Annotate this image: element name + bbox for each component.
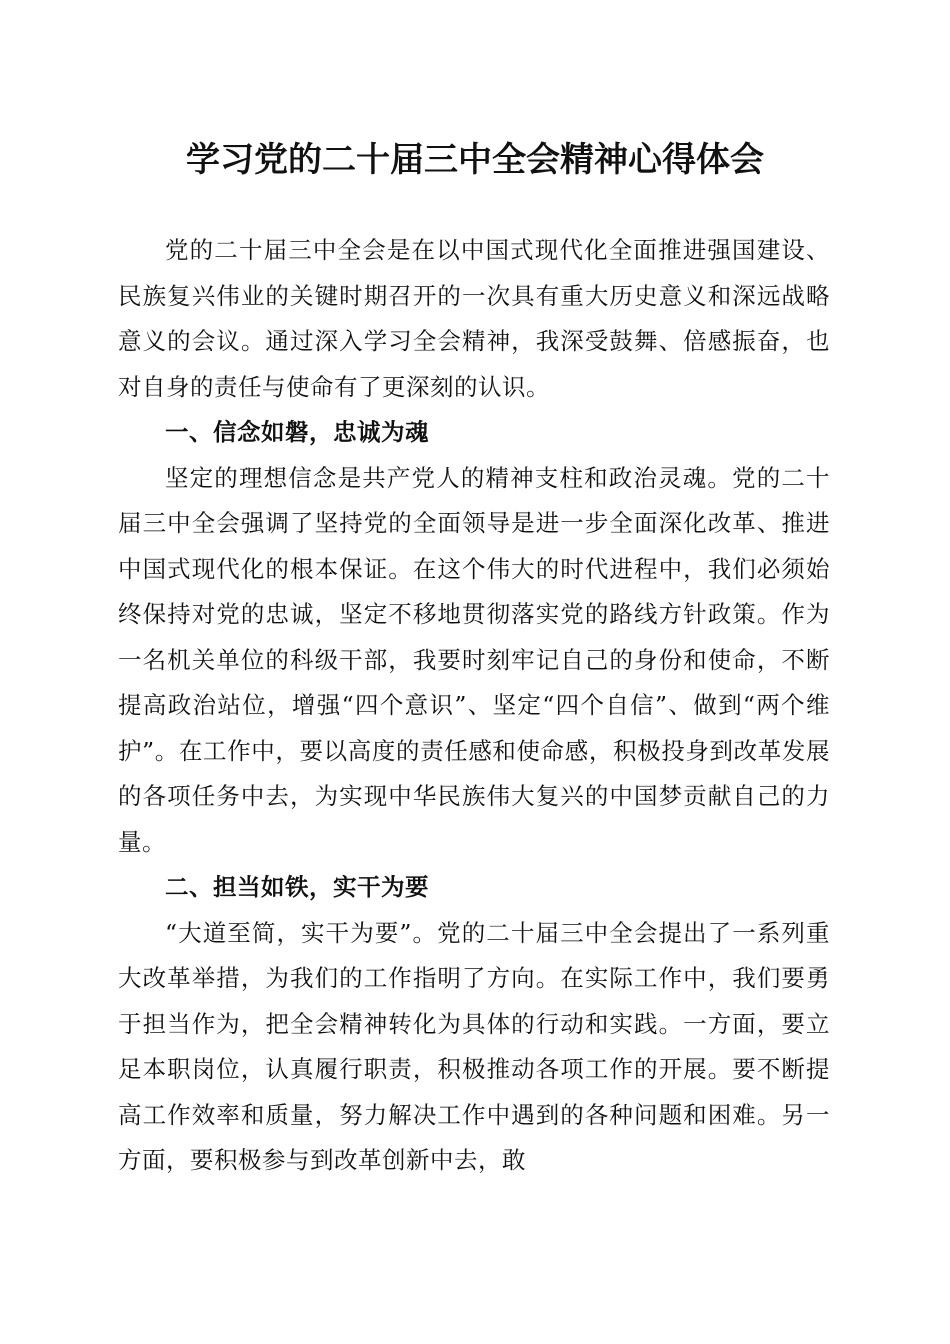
section-heading-1: 一、信念如磐，忠诚为魂	[165, 418, 429, 446]
section-paragraph-1: 坚定的理想信念是共产党人的精神支柱和政治灵魂。党的二十届三中全会强调了坚持党的全面领导是进一步全面深化改革、推进中国式现代化的根本保证。在这个伟大的时代进程中，我们必须始终保持对党的忠诚，坚定不移地贯彻落实党的路线方针政策。作为一名机关单位的科级干部，我要时刻牢记自己的身份和使命，不断提高政治站位，增强“四个意识”、坚定“四个自信”、做到“两个维护”。在工作中，要以高度的责任感和使命感，积极投身到改革发展的各项任务中去，为实现中华民族伟大复兴的中国梦贡献自己的力量。	[118, 463, 830, 856]
section-heading-2: 二、担当如铁，实干为要	[165, 873, 429, 901]
document-body	[118, 228, 830, 1184]
document-title: 学习党的二十届三中全会精神心得体会	[186, 140, 764, 180]
section-paragraph-2: “大道至简，实干为要”。党的二十届三中全会提出了一系列重大改革举措，为我们的工作指明了方向。在实际工作中，我们要勇于担当作为，把全会精神转化为具体的行动和实践。一方面，要立足本职岗位，认真履行职责，积极推动各项工作的开展。要不断提高工作效率和质量，努力解决工作中遇到的各种问题和困难。另一方面，要积极参与到改革创新中去，敢	[118, 918, 830, 1174]
intro-paragraph: 党的二十届三中全会是在以中国式现代化全面推进强国建设、民族复兴伟业的关键时期召开的一次具有重大历史意义和深远战略意义的会议。通过深入学习全会精神，我深受鼓舞、倍感振奋，也对自身的责任与使命有了更深刻的认识。	[118, 236, 830, 401]
